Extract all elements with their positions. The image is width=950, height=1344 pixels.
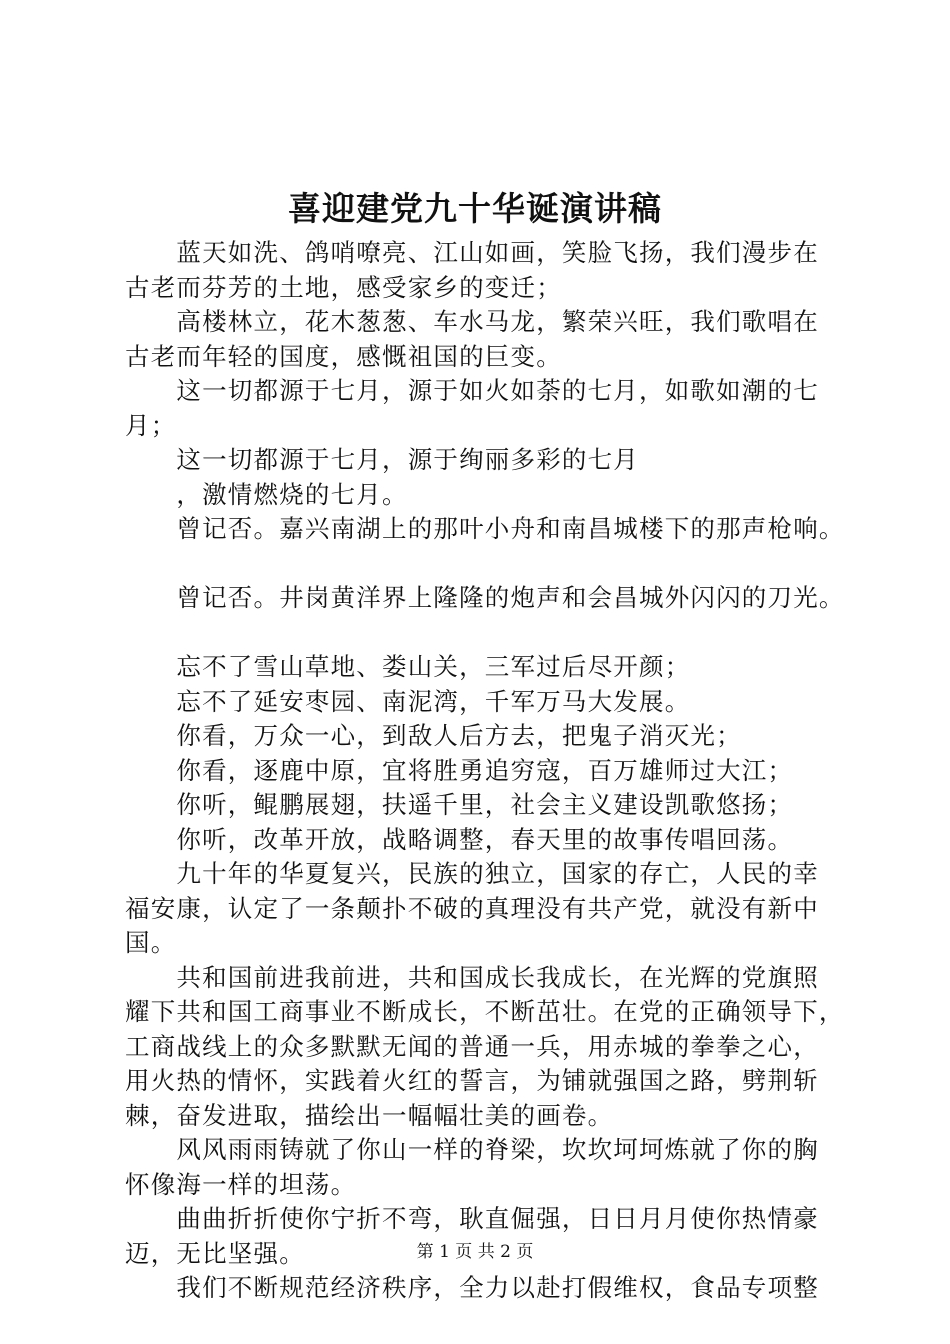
text-line: 古老而年轻的国度，感慨祖国的巨变。 (125, 341, 562, 371)
text-line: 怀像海一样的坦荡。 (125, 1169, 357, 1199)
text-line: 这一切都源于七月，源于绚丽多彩的七月 (125, 445, 639, 474)
text-line: 你听，鲲鹏展翅，扶遥千里，社会主义建设凯歌悠扬； (125, 790, 794, 819)
blank-line (125, 547, 845, 582)
text-line: 棘，奋发进取，描绘出一幅幅壮美的画卷。 (125, 1100, 614, 1130)
document-title: 喜迎建党九十华诞演讲稿 (288, 189, 662, 228)
text-line: 九十年的华夏复兴，民族的独立，国家的存亡，人民的幸 (125, 859, 819, 888)
text-line: 用火热的情怀，实践着火红的誓言，为铺就强国之路，劈荆斩 (125, 1066, 819, 1095)
text-line: 忘不了延安枣园、南泥湾，千军万马大发展。 (125, 686, 691, 716)
text-line: 蓝天如洗、鸽哨嘹亮、江山如画，笑脸飞扬，我们漫步在 (125, 238, 819, 267)
text-line: 月； (125, 410, 177, 440)
text-line: 高楼林立，花木葱葱、车水马龙，繁荣兴旺，我们歌唱在 (125, 307, 819, 336)
text-line: 古老而芬芳的土地，感受家乡的变迁； (125, 272, 562, 302)
text-line: 你看，万众一心，到敌人后方去，把鬼子消灭光； (125, 721, 742, 750)
text-line: 风风雨雨铸就了你山一样的脊梁，坎坎坷坷炼就了你的胸 (125, 1135, 819, 1164)
text-line: 共和国前进我前进，共和国成长我成长，在光辉的党旗照 (125, 962, 819, 992)
text-line: 曾记否。嘉兴南湖上的那叶小舟和南昌城楼下的那声枪响。 (125, 514, 845, 543)
text-line: 你看，逐鹿中原，宜将胜勇追穷寇，百万雄师过大江； (125, 755, 794, 785)
text-line: 曾记否。井岗黄洋界上隆隆的炮声和会昌城外闪闪的刀光。 (125, 583, 845, 612)
text-line: 福安康，认定了一条颠扑不破的真理没有共产党，就没有新中 (125, 893, 819, 923)
text-line: 这一切都源于七月，源于如火如荼的七月，如歌如潮的七 (125, 376, 819, 405)
text-line: 忘不了雪山草地、娄山关，三军过后尽开颜； (125, 652, 691, 681)
text-line: 迈，无比坚强。 (125, 1238, 305, 1268)
text-line: 曲曲折折使你宁折不弯，耿直倔强，日日月月使你热情豪 (125, 1204, 819, 1233)
text-line: 你听，改革开放，战略调整，春天里的故事传唱回荡。 (125, 824, 794, 854)
text-line: 耀下共和国工商事业不断成长，不断茁壮。在党的正确领导下， (125, 997, 845, 1026)
text-line: 我们不断规范经济秩序，全力以赴打假维权，食品专项整 (125, 1273, 819, 1302)
text-line: 国。 (125, 928, 177, 957)
text-line: ，激情燃烧的七月。 (125, 479, 408, 509)
page-footer: 第 1 页 共 2 页 (416, 1242, 534, 1262)
blank-line (125, 616, 845, 651)
text-line: 工商战线上的众多默默无闻的普通一兵，用赤城的拳拳之心， (125, 1031, 819, 1061)
document-body (125, 236, 845, 1306)
